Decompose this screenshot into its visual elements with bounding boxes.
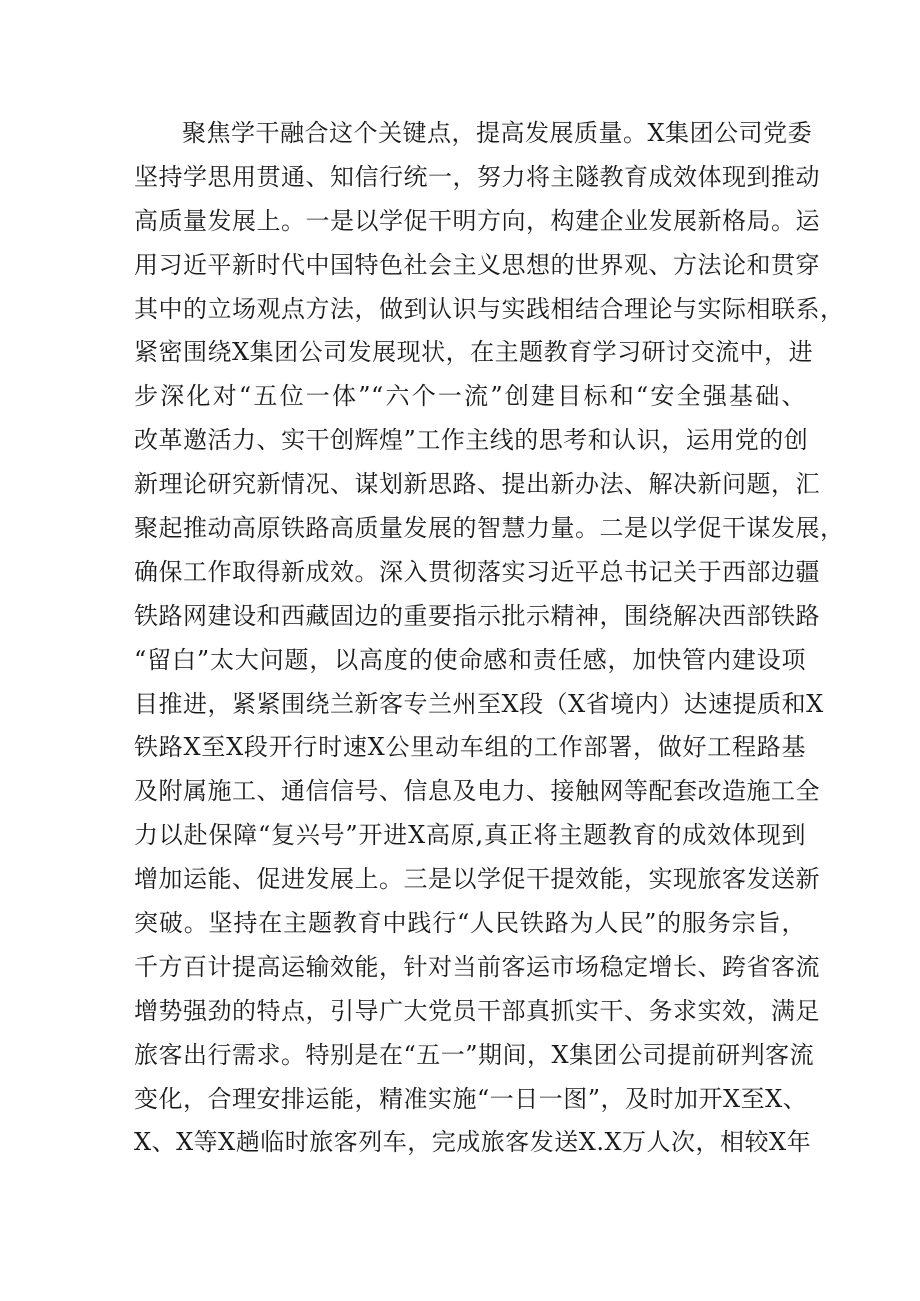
text-line-16: 及附属施工、通信信号、信息及电力、接触网等配套改造施工全: [134, 777, 820, 806]
text-line-1: 聚焦学干融合这个关键点，提高发展质量。X集团公司党委: [182, 119, 813, 147]
text-line-18: 增加运能、促进发展上。三是以学促干提效能，实现旅客发送新: [134, 865, 820, 894]
text-line-15: 铁路X至X段开行时速X公里动车组的工作部署，做好工程路基: [134, 733, 806, 762]
text-line-14: 目推进，紧紧围绕兰新客专兰州至X段（X省境内）达速提质和X: [134, 689, 824, 718]
text-line-22: 旅客出行需求。特别是在“五一”期间，X集团公司提前研判客流: [134, 1040, 815, 1069]
text-line-10: 聚起推动高原铁路高质量发展的智慧力量。二是以学促干谋发展，: [134, 514, 845, 543]
text-line-11: 确保工作取得新成效。深入贯彻落实习近平总书记关于西部边疆: [134, 557, 820, 586]
text-line-4: 用习近平新时代中国特色社会主义思想的世界观、方法论和贯穿: [134, 250, 820, 279]
text-line-24: X、X等X趟临时旅客列车，完成旅客发送X.X万人次，相较X年: [134, 1128, 812, 1157]
text-line-5: 其中的立场观点方法，做到认识与实践相结合理论与实际相联系，: [134, 294, 845, 323]
text-line-6: 紧密围绕X集团公司发展现状，在主题教育学习研讨交流中，进: [134, 338, 814, 367]
text-line-7: 步深化对“五位一体”“六个一流”创建目标和“安全强基础、: [134, 382, 806, 411]
text-line-23: 变化，合理安排运能，精准实施“一日一图”，及时加开X至X、: [134, 1084, 808, 1113]
text-line-2: 坚持学思用贯通、知信行统一，努力将主隧教育成效体现到推动: [134, 162, 820, 191]
text-line-20: 千方百计提高运输效能，针对当前客运市场稳定增长、跨省客流: [134, 952, 820, 981]
text-line-13: “留白”太大问题，以高度的使命感和责任感，加快管内建设项: [134, 645, 806, 674]
paragraph: [134, 112, 845, 1165]
text-line-21: 增势强劲的特点，引导广大党员干部真抓实干、务求实效，满足: [134, 996, 820, 1025]
text-line-12: 铁路网建设和西藏固边的重要指示批示精神，围绕解决西部铁路: [134, 601, 820, 630]
text-line-19: 突破。坚持在主题教育中践行“人民铁路为人民”的服务宗旨，: [134, 909, 806, 938]
text-line-8: 改革邀活力、实干创辉煌”工作主线的思考和认识，运用党的创: [134, 426, 809, 455]
text-line-9: 新理论研究新情况、谋划新思路、提出新办法、解决新问题，汇: [134, 470, 820, 499]
text-line-17: 力以赴保障“复兴号”开进X高原,真正将主题教育的成效体现到: [134, 821, 806, 850]
text-line-3: 高质量发展上。一是以学促干明方向，构建企业发展新格局。运: [134, 206, 820, 235]
